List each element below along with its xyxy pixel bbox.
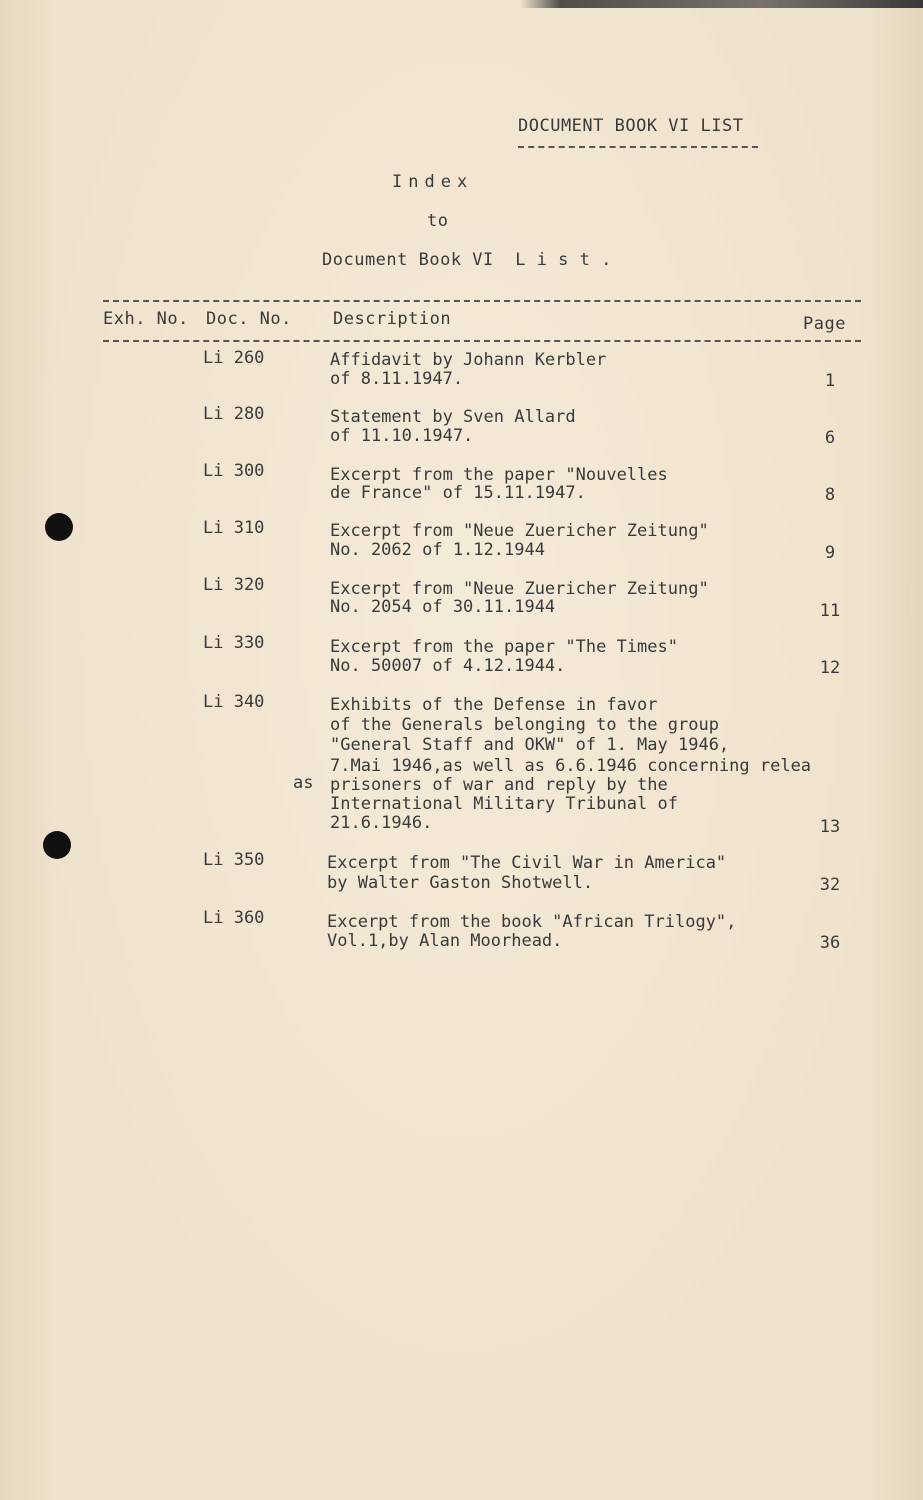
entry-description-line: of the Generals belonging to the group bbox=[330, 715, 719, 735]
entry-description-line: 21.6.1946. bbox=[330, 813, 433, 833]
entry-description-line: Statement by Sven Allard bbox=[330, 407, 576, 427]
entry-page: 6 bbox=[824, 428, 836, 448]
entry-doc-no: Li 310 bbox=[203, 518, 265, 538]
entry-doc-no: Li 330 bbox=[203, 633, 265, 653]
index-heading: Index bbox=[392, 172, 474, 192]
column-header-description: Description bbox=[333, 309, 452, 329]
entry-doc-no: Li 300 bbox=[203, 461, 265, 481]
entry-doc-no: Li 360 bbox=[203, 908, 265, 928]
entry-description-line: Excerpt from "The Civil War in America" bbox=[327, 853, 727, 873]
entry-description-line: Excerpt from the paper "The Times" bbox=[330, 637, 678, 657]
entry-description-line: Excerpt from "Neue Zuericher Zeitung" bbox=[330, 521, 709, 541]
punch-hole bbox=[45, 513, 73, 541]
entry-description-line: Excerpt from "Neue Zuericher Zeitung" bbox=[330, 579, 709, 599]
entry-prefix: as bbox=[293, 773, 314, 793]
entry-description-line: Affidavit by Johann Kerbler bbox=[330, 350, 607, 370]
entry-page: 8 bbox=[824, 485, 836, 505]
column-header-exh-no: Exh. No. bbox=[103, 309, 189, 329]
entry-page: 32 bbox=[819, 875, 841, 895]
entry-page: 9 bbox=[824, 543, 836, 563]
entry-description-line: Vol.1,by Alan Moorhead. bbox=[327, 931, 563, 951]
entry-description-line: by Walter Gaston Shotwell. bbox=[327, 873, 594, 893]
to-heading: to bbox=[427, 211, 449, 231]
entry-doc-no: Li 340 bbox=[203, 692, 265, 712]
entry-doc-no: Li 260 bbox=[203, 348, 265, 368]
column-header-doc-no: Doc. No. bbox=[206, 309, 292, 329]
entry-description-line: International Military Tribunal of bbox=[330, 794, 678, 814]
entry-description-line: Excerpt from the book "African Trilogy", bbox=[327, 912, 737, 932]
entry-doc-no: Li 280 bbox=[203, 404, 265, 424]
entry-description-line: 7.Mai 1946,as well as 6.6.1946 concerning relea bbox=[330, 756, 812, 776]
entry-page: 11 bbox=[819, 601, 841, 621]
entry-description-line: Excerpt from the paper "Nouvelles bbox=[330, 465, 668, 485]
entry-description-line: de France" of 15.11.1947. bbox=[330, 483, 586, 503]
entry-page: 36 bbox=[819, 933, 841, 953]
entry-doc-no: Li 320 bbox=[203, 575, 265, 595]
header-underline bbox=[518, 146, 758, 148]
entry-description-line: Exhibits of the Defense in favor bbox=[330, 695, 658, 715]
table-rule-top bbox=[103, 300, 861, 302]
document-header-title: DOCUMENT BOOK VI LIST bbox=[518, 116, 744, 136]
entry-page: 12 bbox=[819, 658, 841, 678]
book-heading: Document Book VI L i s t . bbox=[322, 250, 612, 270]
entry-description-line: "General Staff and OKW" of 1. May 1946, bbox=[330, 735, 730, 755]
scan-edge-shadow bbox=[520, 0, 923, 8]
punch-hole bbox=[43, 831, 71, 859]
entry-doc-no: Li 350 bbox=[203, 850, 265, 870]
entry-description-line: of 8.11.1947. bbox=[330, 369, 464, 389]
entry-description-line: of 11.10.1947. bbox=[330, 426, 474, 446]
entry-page: 1 bbox=[824, 371, 836, 391]
entry-page: 13 bbox=[819, 817, 841, 837]
entry-description-line: No. 50007 of 4.12.1944. bbox=[330, 656, 566, 676]
table-rule-bottom bbox=[103, 340, 861, 342]
entry-description-line: No. 2054 of 30.11.1944 bbox=[330, 597, 556, 617]
entry-description-line: No. 2062 of 1.12.1944 bbox=[330, 540, 545, 560]
entry-description-line: prisoners of war and reply by the bbox=[330, 775, 668, 795]
column-header-page: Page bbox=[803, 314, 846, 334]
